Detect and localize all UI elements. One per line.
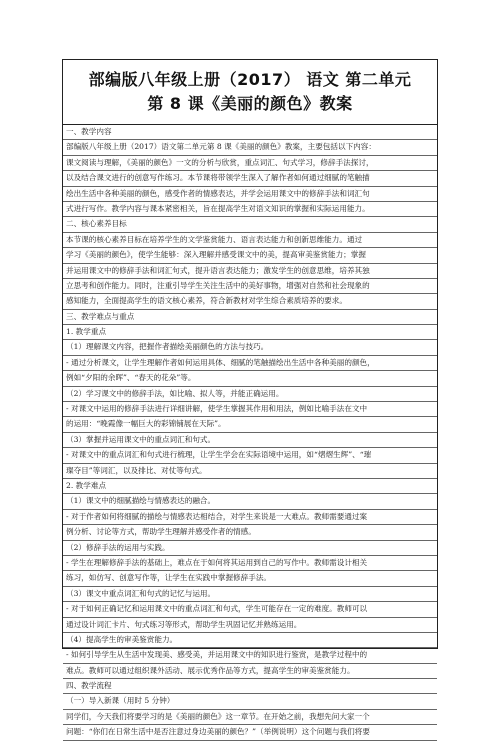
text-line: 一、教学内容	[63, 125, 437, 140]
text-line: 的运用：“晚霞像一幅巨大的彩锦铺展在天际”。	[63, 417, 437, 432]
text-line: （1）课文中的细腻描绘与情感表达的融合。	[63, 494, 437, 509]
title-box	[63, 60, 437, 125]
text-line: （4）提高学生的审美鉴赏能力。	[63, 633, 437, 648]
document-title-line-1: 部编版八年级上册（2017） 语文 第二单元	[88, 70, 412, 89]
text-line: 绘出生活中各种美丽的颜色，感受作者的情感表达，并学会运用课文中的修辞手法和词汇句	[63, 187, 437, 202]
document-table	[62, 59, 438, 737]
document-body	[63, 125, 437, 741]
text-line: （3）掌握并运用课文中的重点词汇和句式。	[63, 433, 437, 448]
text-line: 2. 教学难点	[63, 479, 437, 494]
text-line: - 对于作者如何将细腻的描绘与情感表达相结合，对学生来说是一大难点。教师需要通过案	[63, 510, 437, 525]
text-line: 以及结合课文进行的创意写作练习。本节课将带领学生深入了解作者如何通过细腻的笔触描	[63, 171, 437, 186]
text-line: 璨夺目”等词汇，以及排比、对仗等句式。	[63, 464, 437, 479]
text-line: - 学生在理解修辞手法的基础上，难点在于如何将其运用到自己的写作中。教师需设计相关	[63, 556, 437, 571]
text-line: 例如“夕阳的余晖”、“春天的花朵”等。	[63, 371, 437, 386]
text-line: 难点。教师可以通过组织课外活动、展示优秀作品等方式，提高学生的审美鉴赏能力。	[63, 664, 437, 679]
document-title-line-2: 第 8 课《美丽的颜色》教案	[147, 94, 353, 113]
text-line: 本节课的核心素养目标在培养学生的文学鉴赏能力、语言表达能力和创新思维能力。通过	[63, 233, 437, 248]
text-line: 通过设计词汇卡片、句式练习等形式，帮助学生巩固记忆并熟练运用。	[63, 618, 437, 633]
text-line: 式进行写作。教学内容与课本紧密相关，旨在提高学生对语文知识的掌握和实际运用能力。	[63, 202, 437, 217]
text-line: 三、教学难点与重点	[63, 310, 437, 325]
text-line: 并运用课文中的修辞手法和词汇句式，提升语言表达能力；激发学生的创意思维，培养其独	[63, 264, 437, 279]
text-line: - 对于如何正确记忆和运用课文中的重点词汇和句式，学生可能存在一定的难度。教师可以	[63, 602, 437, 617]
text-line: 立思考和创作能力。同时，注重引导学生关注生活中的美好事物，增强对自然和社会现象的	[63, 279, 437, 294]
text-line: - 对课文中的重点词汇和句式进行梳理，让学生学会在实际语境中运用，如“熠熠生辉”、“璀	[63, 448, 437, 463]
text-line: （2）学习课文中的修辞手法，如比喻、拟人等，并能正确运用。	[63, 387, 437, 402]
text-line: - 如何引导学生从生活中发现美、感受美，并运用课文中的知识进行鉴赏，是教学过程中的	[63, 648, 437, 663]
text-line: 感知能力，全面提高学生的语文核心素养，符合新教材对学生综合素质培养的要求。	[63, 294, 437, 309]
text-line: 例分析、讨论等方式，帮助学生理解并感受作者的情感。	[63, 525, 437, 540]
text-line: （一）导入新课（用时 5 分钟）	[63, 694, 437, 709]
text-line: 课文阅读与理解，《美丽的颜色》一文的分析与欣赏，重点词汇、句式学习，修辞手法探讨，	[63, 156, 437, 171]
text-line: - 通过分析课文，让学生理解作者如何运用具体、细腻的笔触描绘出生活中各种美丽的颜色，	[63, 356, 437, 371]
text-line: 部编版八年级上册（2017）语文第二单元第 8 课《美丽的颜色》教案，主要包括以下内容：	[63, 140, 437, 155]
text-line: （3）课文中重点词汇和句式的记忆与运用。	[63, 587, 437, 602]
text-line: 问题：“你们在日常生活中是否注意过身边美丽的颜色？”（举例说明）这个问题与我们将要	[63, 725, 437, 740]
text-line: 同学们，今天我们将要学习的是《美丽的颜色》这一章节。在开始之前，我想先问大家一个	[63, 710, 437, 725]
text-line: 练习，如仿写、创意写作等，让学生在实践中掌握修辞手法。	[63, 571, 437, 586]
text-line: 1. 教学重点	[63, 325, 437, 340]
text-line: （2）修辞手法的运用与实践。	[63, 541, 437, 556]
text-line: （1）理解课文内容，把握作者描绘美丽颜色的方法与技巧。	[63, 340, 437, 355]
text-line: - 对课文中运用的修辞手法进行详细讲解，使学生掌握其作用和用法，例如比喻手法在文中	[63, 402, 437, 417]
text-line: 二、核心素养目标	[63, 217, 437, 232]
text-line: 四、教学流程	[63, 679, 437, 694]
text-line: 学习《美丽的颜色》，使学生能够：深入理解并感受课文中的美，提高审美鉴赏能力；掌握	[63, 248, 437, 263]
